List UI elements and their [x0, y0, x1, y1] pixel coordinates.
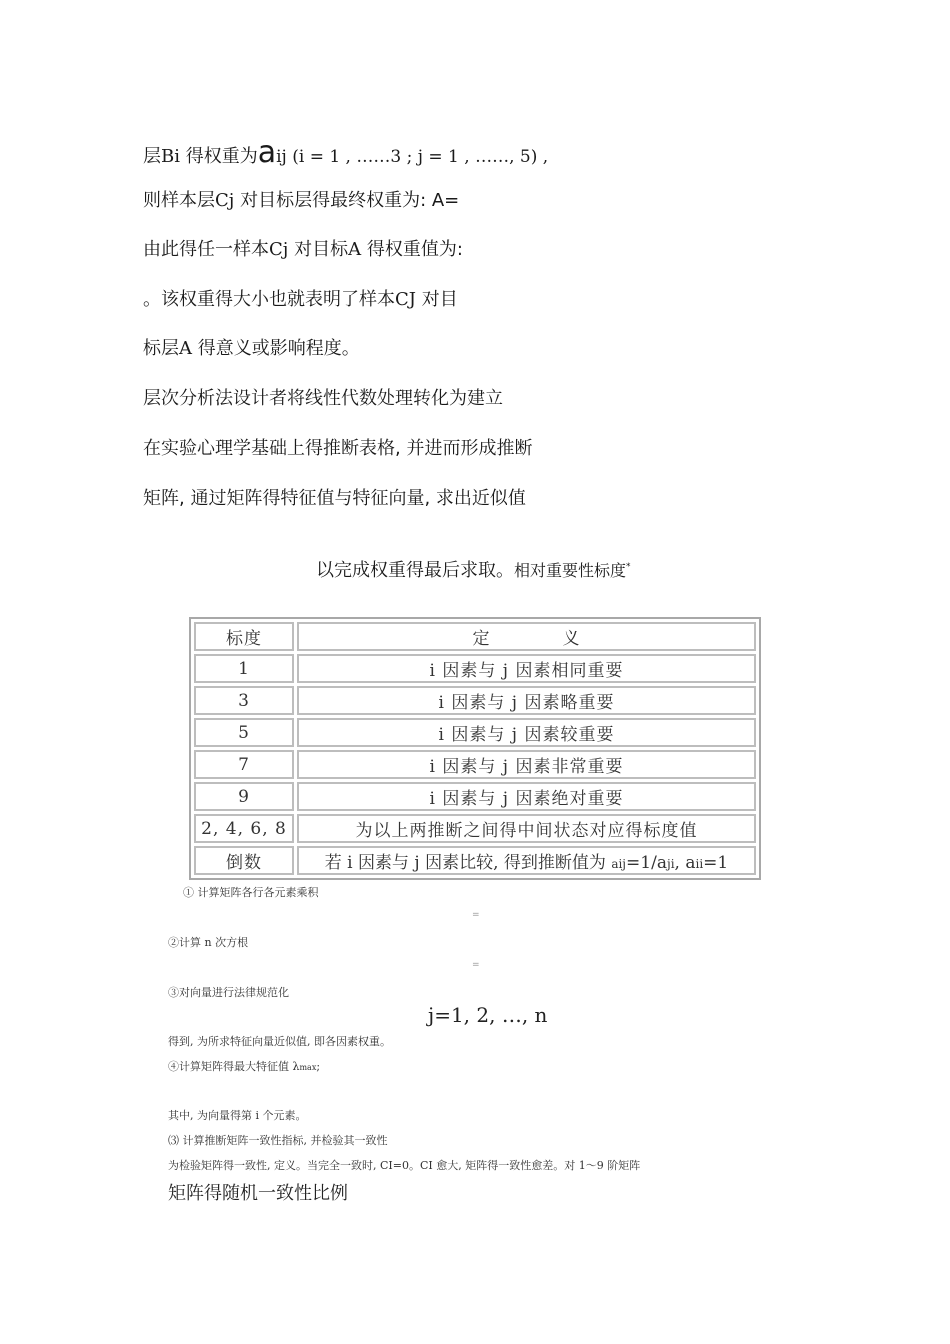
scale-cell: 9 — [194, 782, 294, 811]
note-step-4 — [168, 1058, 320, 1074]
header-scale: 标度 — [194, 622, 294, 651]
table-caption — [316, 556, 631, 582]
text-segment: =1/a — [626, 853, 667, 873]
text-segment: 得意义或影响程度。 — [192, 338, 360, 359]
table-row — [194, 846, 756, 875]
scale-cell: 7 — [194, 750, 294, 779]
header-definition: 定 义 — [297, 622, 756, 651]
paragraph-significance — [143, 337, 360, 361]
table-row — [194, 750, 756, 779]
paragraph-ahp-1: 层次分析法设计者将线性代数处理转化为建立 — [143, 388, 503, 409]
text-segment: aij — [611, 857, 627, 871]
equation-placeholder: = — [472, 960, 480, 970]
text-segment: 得权重为 — [179, 146, 258, 167]
paragraph-final-weight — [143, 189, 459, 213]
scale-cell: 3 — [194, 686, 294, 715]
paragraph-sample-weight — [143, 238, 463, 262]
text-segment: ; — [316, 1060, 321, 1073]
equation-placeholder: = — [472, 910, 480, 920]
definition-cell: i 因素与 j 因素非常重要 — [297, 750, 756, 779]
table-row — [194, 654, 756, 683]
paragraph-ahp-3: 矩阵, 通过矩阵得特征值与特征向量, 求出近似值 — [143, 488, 526, 509]
table-row — [194, 686, 756, 715]
text-segment: =1 — [703, 853, 729, 873]
text-segment: 层 — [143, 146, 161, 167]
text-segment: 标层 — [143, 338, 179, 359]
paragraph-weight-definition — [143, 135, 549, 170]
text-segment: Cj — [269, 239, 289, 260]
table-row — [194, 782, 756, 811]
caption-footnote-mark: * — [626, 562, 631, 572]
text-segment: A — [179, 338, 192, 359]
text-segment: 对目标层得最终权重为: A= — [234, 190, 460, 211]
scale-cell: 倒数 — [194, 846, 294, 875]
table-header-row — [194, 622, 756, 651]
text-segment: ii — [695, 857, 704, 871]
text-segment: ji — [666, 857, 675, 871]
caption-title: 相对重要性标度 — [514, 561, 627, 580]
note-where: 其中, 为向量得第 i 个元素。 — [168, 1109, 307, 1122]
index-range: j=1, 2, …, n — [428, 1003, 548, 1027]
text-segment: , a — [674, 853, 696, 873]
text-segment: Cj — [215, 190, 235, 211]
definition-cell: i 因素与 j 因素绝对重要 — [297, 782, 756, 811]
note-ci-definition: 为检验矩阵得一致性, 定义。当完全一致时, CI=0。CI 愈大, 矩阵得一致性愈差。对 1～9 阶矩阵 — [168, 1159, 641, 1172]
text-segment: 。该权重得大小也就表明了样本 — [143, 289, 395, 310]
definition-cell: i 因素与 j 因素相同重要 — [297, 654, 756, 683]
text-segment: Bi — [161, 146, 180, 167]
table-row — [194, 814, 756, 843]
importance-scale-table — [189, 617, 761, 880]
definition-cell: i 因素与 j 因素略重要 — [297, 686, 756, 715]
note-consistency: ⑶ 计算推断矩阵一致性指标, 并检验其一致性 — [168, 1134, 388, 1147]
definition-cell: 为以上两推断之间得中间状态对应得标度值 — [297, 814, 756, 843]
scale-cell: 1 — [194, 654, 294, 683]
table-row — [194, 718, 756, 747]
text-segment: A — [348, 239, 362, 260]
text-segment: 由此得任一样本 — [143, 239, 269, 260]
definition-cell: i 因素与 j 因素较重要 — [297, 718, 756, 747]
text-segment: CJ — [395, 289, 416, 310]
note-random-consistency: 矩阵得随机一致性比例 — [168, 1183, 348, 1204]
scale-cell: 5 — [194, 718, 294, 747]
paragraph-weight-size — [143, 288, 458, 312]
text-segment: ④计算矩阵得最大特征值 λ — [168, 1060, 300, 1073]
text-segment: 得权重值为: — [361, 239, 463, 260]
text-segment: 若 i 因素与 j 因素比较, 得到推断值为 — [324, 853, 612, 873]
text-segment: max — [299, 1063, 317, 1072]
definition-cell — [297, 846, 756, 875]
text-segment: ij (i = 1 , ……3 ; j = 1 , ……, 5) , — [276, 147, 549, 167]
note-step-1: ① 计算矩阵各行各元素乘积 — [183, 886, 319, 899]
note-step-3: ③对向量进行法律规范化 — [168, 986, 289, 999]
scale-cell: 2, 4, 6, 8 — [194, 814, 294, 843]
note-eigenvector: 得到, 为所求特征向量近似值, 即各因素权重。 — [168, 1035, 391, 1048]
note-step-2: ②计算 n 次方根 — [168, 936, 249, 949]
text-segment: 则样本层 — [143, 190, 215, 211]
text-segment: 对目标 — [288, 239, 349, 260]
symbol-a: a — [257, 135, 277, 170]
text-segment: 对目 — [416, 289, 458, 310]
caption-main: 以完成权重得最后求取。 — [316, 560, 514, 581]
paragraph-ahp-2: 在实验心理学基础上得推断表格, 并进而形成推断 — [143, 438, 533, 459]
